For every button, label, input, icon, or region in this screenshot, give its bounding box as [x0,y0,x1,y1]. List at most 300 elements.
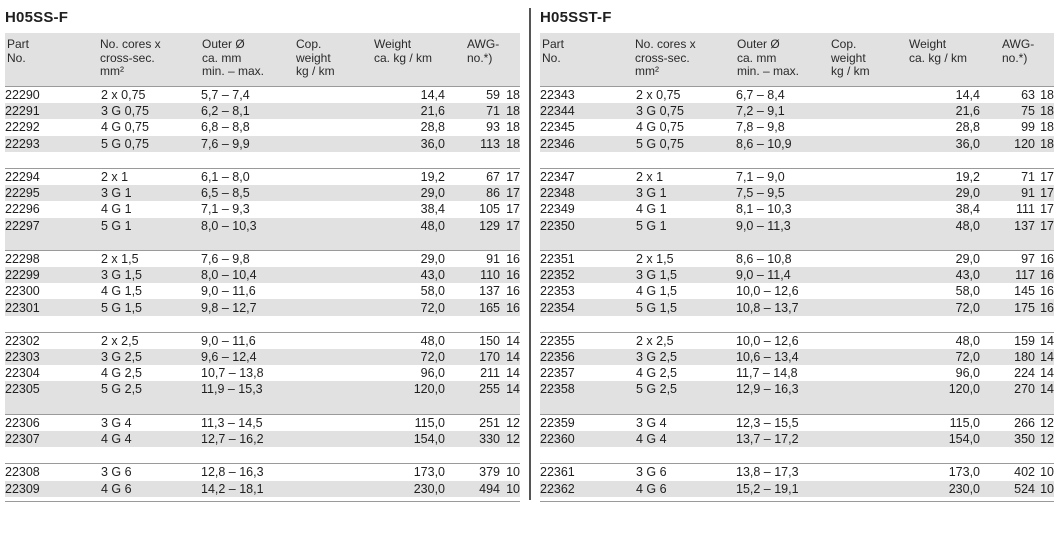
table-title: H05SS-F [5,9,69,26]
table-row [540,185,1054,201]
header-awg-no: AWG- no.*) [467,37,500,65]
data-table [540,86,1054,497]
cores-cell: 3 G 4 [636,414,736,431]
copper-weight-cell: 36,0 [297,136,445,152]
awg-cell: 16 [1035,250,1054,267]
awg-cell: 17 [500,218,520,234]
weight-cell: 165 [445,299,500,315]
header-part-no: Part No. [7,37,30,65]
header-weight: Weight ca. kg / km [374,37,433,65]
table-row [5,365,520,381]
awg-cell: 12 [500,414,520,431]
copper-weight-cell: 28,8 [297,119,445,135]
table-row [5,431,520,447]
table-row [540,332,1054,349]
cores-cell: 5 G 2,5 [636,381,736,397]
table-row [5,87,520,104]
weight-cell: 170 [445,349,500,365]
table-row [540,119,1054,135]
table-row [540,365,1054,381]
h05sst-f-panel [540,0,1054,502]
cores-cell: 4 G 2,5 [636,365,736,381]
part-no-cell: 22292 [5,119,101,135]
table-row [540,201,1054,217]
part-no-cell: 22309 [5,481,101,497]
group-spacer [540,447,1054,464]
awg-cell: 16 [1035,267,1054,283]
awg-cell: 16 [1035,299,1054,315]
awg-cell: 16 [500,250,520,267]
outer-diameter-cell: 6,1 – 8,0 [201,168,297,185]
header-outer-diameter: Outer Ø ca. mm min. – max. [737,37,800,78]
cores-cell: 5 G 1,5 [636,299,736,315]
part-no-cell: 22308 [5,464,101,481]
awg-cell: 14 [500,349,520,365]
header-weight: Weight ca. kg / km [909,37,968,65]
part-no-cell: 22305 [5,381,101,397]
part-no-cell: 22295 [5,185,101,201]
table-row [5,349,520,365]
table-row [540,218,1054,234]
weight-cell: 211 [445,365,500,381]
copper-weight-cell: 19,2 [297,168,445,185]
weight-cell: 99 [980,119,1035,135]
outer-diameter-cell: 10,0 – 12,6 [736,332,832,349]
copper-weight-cell: 230,0 [832,481,980,497]
copper-weight-cell: 230,0 [297,481,445,497]
copper-weight-cell: 28,8 [832,119,980,135]
awg-cell: 17 [1035,168,1054,185]
table-row [540,349,1054,365]
cores-cell: 4 G 1,5 [636,283,736,299]
cores-cell: 4 G 1 [636,201,736,217]
cores-cell: 3 G 6 [101,464,201,481]
bottom-rule [5,501,520,502]
awg-cell: 10 [500,481,520,497]
copper-weight-cell: 36,0 [832,136,980,152]
awg-cell: 10 [1035,464,1054,481]
outer-diameter-cell: 8,6 – 10,9 [736,136,832,152]
table-row [5,267,520,283]
weight-cell: 75 [980,103,1035,119]
copper-weight-cell: 72,0 [297,349,445,365]
awg-cell: 17 [500,168,520,185]
table-row [540,464,1054,481]
cores-cell: 3 G 2,5 [636,349,736,365]
awg-cell: 12 [500,431,520,447]
awg-cell: 14 [500,365,520,381]
table-header [5,33,520,86]
header-part-no: Part No. [542,37,565,65]
cores-cell: 4 G 6 [101,481,201,497]
cores-cell: 3 G 1,5 [101,267,201,283]
copper-weight-cell: 29,0 [297,185,445,201]
weight-cell: 129 [445,218,500,234]
cores-cell: 4 G 6 [636,481,736,497]
outer-diameter-cell: 7,2 – 9,1 [736,103,832,119]
outer-diameter-cell: 6,7 – 8,4 [736,87,832,104]
part-no-cell: 22348 [540,185,636,201]
cores-cell: 5 G 0,75 [101,136,201,152]
group-spacer [5,234,520,251]
weight-cell: 91 [980,185,1035,201]
outer-diameter-cell: 9,8 – 12,7 [201,299,297,315]
cores-cell: 2 x 1,5 [101,250,201,267]
part-no-cell: 22290 [5,87,101,104]
table-row [540,414,1054,431]
cores-cell: 3 G 1 [636,185,736,201]
weight-cell: 71 [445,103,500,119]
part-no-cell: 22297 [5,218,101,234]
copper-weight-cell: 19,2 [832,168,980,185]
part-no-cell: 22359 [540,414,636,431]
outer-diameter-cell: 11,7 – 14,8 [736,365,832,381]
header-copper-weight: Cop. weight kg / km [296,37,335,78]
table-row [5,464,520,481]
copper-weight-cell: 96,0 [832,365,980,381]
awg-cell: 17 [500,185,520,201]
awg-cell: 14 [1035,332,1054,349]
cores-cell: 4 G 1 [101,201,201,217]
weight-cell: 63 [980,87,1035,104]
weight-cell: 86 [445,185,500,201]
copper-weight-cell: 21,6 [297,103,445,119]
weight-cell: 494 [445,481,500,497]
copper-weight-cell: 154,0 [297,431,445,447]
outer-diameter-cell: 12,8 – 16,3 [201,464,297,481]
weight-cell: 251 [445,414,500,431]
awg-cell: 18 [1035,87,1054,104]
awg-cell: 18 [1035,136,1054,152]
table-row [540,87,1054,104]
weight-cell: 97 [980,250,1035,267]
awg-cell: 18 [500,87,520,104]
weight-cell: 255 [445,381,500,397]
weight-cell: 105 [445,201,500,217]
outer-diameter-cell: 9,0 – 11,6 [201,332,297,349]
copper-weight-cell: 173,0 [297,464,445,481]
awg-cell: 10 [1035,481,1054,497]
outer-diameter-cell: 10,8 – 13,7 [736,299,832,315]
outer-diameter-cell: 8,0 – 10,4 [201,267,297,283]
cores-cell: 3 G 0,75 [101,103,201,119]
weight-cell: 71 [980,168,1035,185]
outer-diameter-cell: 14,2 – 18,1 [201,481,297,497]
awg-cell: 12 [1035,414,1054,431]
outer-diameter-cell: 10,0 – 12,6 [736,283,832,299]
weight-cell: 524 [980,481,1035,497]
table-row [540,481,1054,497]
copper-weight-cell: 29,0 [832,250,980,267]
outer-diameter-cell: 13,7 – 17,2 [736,431,832,447]
awg-cell: 14 [500,381,520,397]
copper-weight-cell: 48,0 [297,218,445,234]
outer-diameter-cell: 7,1 – 9,3 [201,201,297,217]
part-no-cell: 22347 [540,168,636,185]
table-row [5,299,520,315]
outer-diameter-cell: 6,8 – 8,8 [201,119,297,135]
table-row [540,103,1054,119]
awg-cell: 16 [500,299,520,315]
cores-cell: 3 G 6 [636,464,736,481]
copper-weight-cell: 29,0 [297,250,445,267]
part-no-cell: 22349 [540,201,636,217]
part-no-cell: 22304 [5,365,101,381]
outer-diameter-cell: 12,7 – 16,2 [201,431,297,447]
outer-diameter-cell: 13,8 – 17,3 [736,464,832,481]
outer-diameter-cell: 12,3 – 15,5 [736,414,832,431]
outer-diameter-cell: 7,6 – 9,9 [201,136,297,152]
awg-cell: 10 [500,464,520,481]
weight-cell: 113 [445,136,500,152]
copper-weight-cell: 72,0 [832,349,980,365]
copper-weight-cell: 21,6 [832,103,980,119]
part-no-cell: 22346 [540,136,636,152]
awg-cell: 16 [500,267,520,283]
awg-cell: 12 [1035,431,1054,447]
table-row [5,332,520,349]
copper-weight-cell: 48,0 [832,218,980,234]
copper-weight-cell: 120,0 [832,381,980,397]
copper-weight-cell: 38,4 [297,201,445,217]
table-row [540,381,1054,397]
table-row [5,414,520,431]
outer-diameter-cell: 7,5 – 9,5 [736,185,832,201]
group-spacer [5,152,520,169]
weight-cell: 137 [445,283,500,299]
table-row [5,168,520,185]
part-no-cell: 22306 [5,414,101,431]
weight-cell: 180 [980,349,1035,365]
part-no-cell: 22351 [540,250,636,267]
cores-cell: 2 x 2,5 [636,332,736,349]
weight-cell: 150 [445,332,500,349]
weight-cell: 59 [445,87,500,104]
copper-weight-cell: 58,0 [832,283,980,299]
cores-cell: 3 G 2,5 [101,349,201,365]
copper-weight-cell: 48,0 [297,332,445,349]
outer-diameter-cell: 8,0 – 10,3 [201,218,297,234]
awg-cell: 16 [500,283,520,299]
group-spacer [540,316,1054,333]
weight-cell: 270 [980,381,1035,397]
outer-diameter-cell: 6,5 – 8,5 [201,185,297,201]
part-no-cell: 22301 [5,299,101,315]
part-no-cell: 22353 [540,283,636,299]
weight-cell: 117 [980,267,1035,283]
part-no-cell: 22298 [5,250,101,267]
part-no-cell: 22360 [540,431,636,447]
weight-cell: 91 [445,250,500,267]
part-no-cell: 22361 [540,464,636,481]
copper-weight-cell: 29,0 [832,185,980,201]
weight-cell: 402 [980,464,1035,481]
part-no-cell: 22303 [5,349,101,365]
group-spacer [5,316,520,333]
weight-cell: 266 [980,414,1035,431]
table-row [5,381,520,397]
copper-weight-cell: 48,0 [832,332,980,349]
cores-cell: 3 G 1,5 [636,267,736,283]
part-no-cell: 22302 [5,332,101,349]
part-no-cell: 22355 [540,332,636,349]
part-no-cell: 22358 [540,381,636,397]
part-no-cell: 22345 [540,119,636,135]
awg-cell: 18 [1035,103,1054,119]
copper-weight-cell: 14,4 [297,87,445,104]
copper-weight-cell: 115,0 [832,414,980,431]
cores-cell: 3 G 4 [101,414,201,431]
part-no-cell: 22344 [540,103,636,119]
copper-weight-cell: 154,0 [832,431,980,447]
awg-cell: 18 [1035,119,1054,135]
awg-cell: 14 [1035,365,1054,381]
table-row [5,136,520,152]
cores-cell: 3 G 0,75 [636,103,736,119]
group-spacer [5,398,520,415]
group-spacer [540,234,1054,251]
table-row [540,267,1054,283]
outer-diameter-cell: 7,8 – 9,8 [736,119,832,135]
table-row [5,201,520,217]
awg-cell: 14 [1035,349,1054,365]
cores-cell: 2 x 1,5 [636,250,736,267]
part-no-cell: 22296 [5,201,101,217]
outer-diameter-cell: 9,0 – 11,3 [736,218,832,234]
header-cores-cross-section: No. cores x cross-sec. mm² [635,37,696,78]
table-row [540,431,1054,447]
awg-cell: 14 [500,332,520,349]
copper-weight-cell: 43,0 [832,267,980,283]
table-row [540,299,1054,315]
cores-cell: 5 G 1 [636,218,736,234]
table-row [5,119,520,135]
cores-cell: 2 x 0,75 [636,87,736,104]
cores-cell: 4 G 1,5 [101,283,201,299]
awg-cell: 16 [1035,283,1054,299]
cores-cell: 5 G 2,5 [101,381,201,397]
weight-cell: 350 [980,431,1035,447]
cores-cell: 2 x 1 [636,168,736,185]
table-row [5,218,520,234]
copper-weight-cell: 96,0 [297,365,445,381]
header-copper-weight: Cop. weight kg / km [831,37,870,78]
part-no-cell: 22299 [5,267,101,283]
copper-weight-cell: 72,0 [297,299,445,315]
table-title: H05SST-F [540,9,612,26]
weight-cell: 137 [980,218,1035,234]
part-no-cell: 22294 [5,168,101,185]
cores-cell: 3 G 1 [101,185,201,201]
weight-cell: 330 [445,431,500,447]
part-no-cell: 22350 [540,218,636,234]
weight-cell: 224 [980,365,1035,381]
weight-cell: 111 [980,201,1035,217]
awg-cell: 18 [500,136,520,152]
outer-diameter-cell: 8,1 – 10,3 [736,201,832,217]
weight-cell: 175 [980,299,1035,315]
part-no-cell: 22356 [540,349,636,365]
cores-cell: 5 G 0,75 [636,136,736,152]
copper-weight-cell: 14,4 [832,87,980,104]
header-awg-no: AWG- no.*) [1002,37,1035,65]
cores-cell: 5 G 1,5 [101,299,201,315]
table-header [540,33,1054,86]
cores-cell: 4 G 0,75 [636,119,736,135]
table-row [5,250,520,267]
awg-cell: 17 [1035,218,1054,234]
group-spacer [5,447,520,464]
copper-weight-cell: 120,0 [297,381,445,397]
table-row [540,168,1054,185]
awg-cell: 17 [500,201,520,217]
table-row [5,103,520,119]
table-row [5,283,520,299]
group-spacer [540,152,1054,169]
table-row [540,283,1054,299]
bottom-rule [540,501,1054,502]
copper-weight-cell: 43,0 [297,267,445,283]
copper-weight-cell: 72,0 [832,299,980,315]
part-no-cell: 22357 [540,365,636,381]
outer-diameter-cell: 5,7 – 7,4 [201,87,297,104]
cores-cell: 2 x 1 [101,168,201,185]
data-table [5,86,520,497]
outer-diameter-cell: 10,6 – 13,4 [736,349,832,365]
awg-cell: 18 [500,103,520,119]
cores-cell: 2 x 0,75 [101,87,201,104]
awg-cell: 17 [1035,185,1054,201]
outer-diameter-cell: 6,2 – 8,1 [201,103,297,119]
outer-diameter-cell: 12,9 – 16,3 [736,381,832,397]
cores-cell: 4 G 4 [101,431,201,447]
copper-weight-cell: 38,4 [832,201,980,217]
outer-diameter-cell: 11,9 – 15,3 [201,381,297,397]
awg-cell: 18 [500,119,520,135]
weight-cell: 379 [445,464,500,481]
table-row [540,250,1054,267]
header-cores-cross-section: No. cores x cross-sec. mm² [100,37,161,78]
outer-diameter-cell: 9,6 – 12,4 [201,349,297,365]
group-spacer [540,398,1054,415]
part-no-cell: 22354 [540,299,636,315]
header-outer-diameter: Outer Ø ca. mm min. – max. [202,37,265,78]
part-no-cell: 22362 [540,481,636,497]
copper-weight-cell: 58,0 [297,283,445,299]
outer-diameter-cell: 7,6 – 9,8 [201,250,297,267]
outer-diameter-cell: 15,2 – 19,1 [736,481,832,497]
cores-cell: 4 G 2,5 [101,365,201,381]
outer-diameter-cell: 7,1 – 9,0 [736,168,832,185]
outer-diameter-cell: 10,7 – 13,8 [201,365,297,381]
part-no-cell: 22343 [540,87,636,104]
cores-cell: 4 G 0,75 [101,119,201,135]
outer-diameter-cell: 9,0 – 11,6 [201,283,297,299]
panel-divider [529,8,531,500]
copper-weight-cell: 173,0 [832,464,980,481]
cores-cell: 4 G 4 [636,431,736,447]
part-no-cell: 22300 [5,283,101,299]
weight-cell: 67 [445,168,500,185]
table-row [5,481,520,497]
awg-cell: 17 [1035,201,1054,217]
h05ss-f-panel [5,0,520,502]
copper-weight-cell: 115,0 [297,414,445,431]
weight-cell: 93 [445,119,500,135]
cores-cell: 5 G 1 [101,218,201,234]
awg-cell: 14 [1035,381,1054,397]
weight-cell: 159 [980,332,1035,349]
